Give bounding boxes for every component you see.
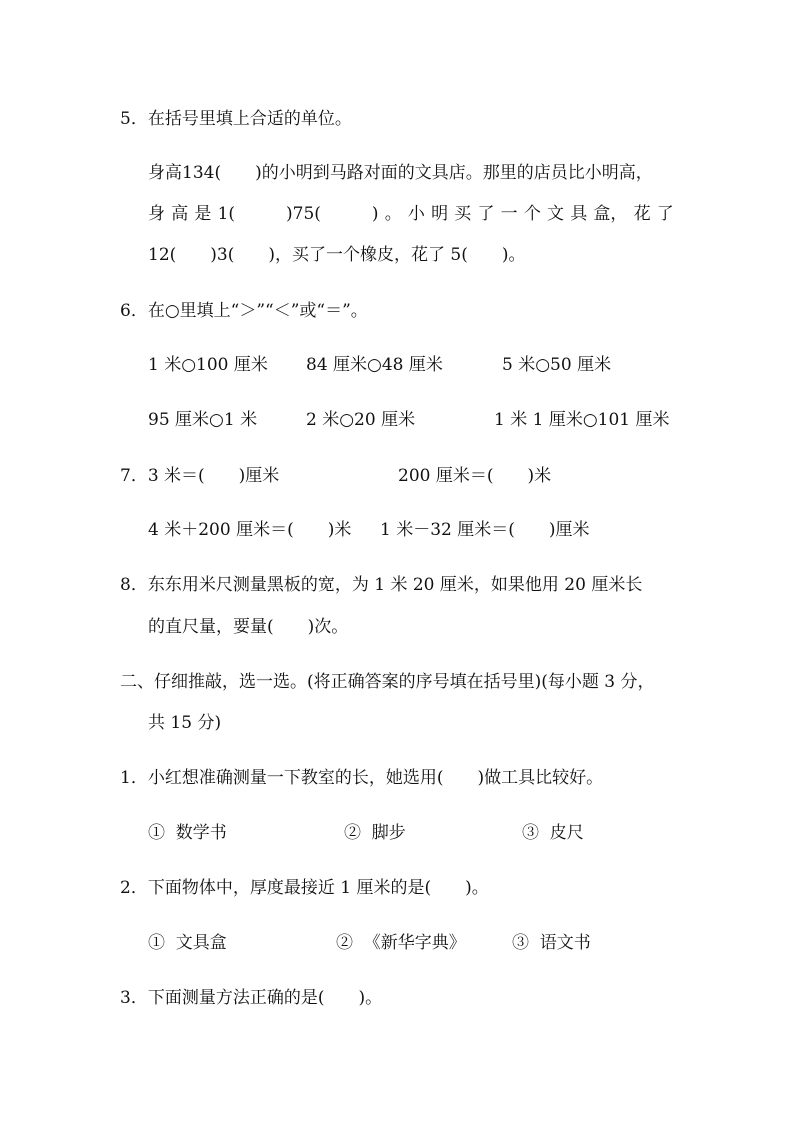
q7-item: 4 米＋200 厘米＝( )米 xyxy=(148,520,352,540)
q8-line-2: 的直尺量，要量( )次。 xyxy=(148,617,349,637)
q5-line-2-part: 身 xyxy=(148,204,165,224)
choice-2-question: 2．下面物体中，厚度最接近 1 厘米的是( )。 xyxy=(120,878,489,898)
q5-line-2-part: 。 xyxy=(384,204,402,224)
q6-item: 2 米○20 厘米 xyxy=(306,410,416,430)
q5-line-2-part: 买 xyxy=(454,204,472,224)
q5-line-3: 12( )3( )，买了一个橡皮，花了 5( )。 xyxy=(148,245,526,265)
q5-line-2 xyxy=(148,202,674,226)
q5-line-2-part: 文 xyxy=(547,204,565,224)
section-2-heading: 二、仔细推敲，选一选。(将正确答案的序号填在括号里)(每小题 3 分， xyxy=(120,672,655,692)
choice-1-question: 1．小红想准确测量一下教室的长，她选用( )做工具比较好。 xyxy=(120,768,604,788)
choice-2-option: ② 《新华字典》 xyxy=(336,933,466,953)
q5-line-2-part: 一 xyxy=(500,204,518,224)
choice-3-question: 3．下面测量方法正确的是( )。 xyxy=(120,988,383,1008)
q6-item: 84 厘米○48 厘米 xyxy=(306,355,443,375)
q5-line-2-part: 了 xyxy=(656,204,674,224)
q5-line-2-part: 是 xyxy=(194,204,212,224)
choice-2-option: ① 文具盒 xyxy=(148,933,227,953)
q5-line-2-part: 花 xyxy=(633,204,651,224)
q7-item: 7．3 米＝( )厘米 xyxy=(120,466,280,486)
q5-line-2-part: 盒， xyxy=(593,204,628,224)
q7-item: 200 厘米＝( )米 xyxy=(398,466,552,486)
q5-line-2-part: 了 xyxy=(477,204,495,224)
choice-1-option: ③ 皮尺 xyxy=(522,823,584,843)
q5-line-1: 身高134( )的小明到马路对面的文具店。那里的店员比小明高， xyxy=(148,163,653,183)
choice-1-option: ② 脚步 xyxy=(344,823,406,843)
section-2-heading-cont: 共 15 分) xyxy=(148,713,222,733)
q6-item: 1 米 1 厘米○101 厘米 xyxy=(494,410,670,430)
q5-line-2-part: 明 xyxy=(431,204,449,224)
q5-line-2-part: 小 xyxy=(407,204,425,224)
q6-item: 5 米○50 厘米 xyxy=(502,355,612,375)
q5-line-2-part: 个 xyxy=(523,204,541,224)
q5-title: 5．在括号里填上合适的单位。 xyxy=(120,109,352,129)
choice-2-option: ③ 语文书 xyxy=(512,933,591,953)
q6-title: 6．在○里填上“＞”“＜”或“＝”。 xyxy=(120,301,368,321)
q5-line-2-part: 1( )75( ) xyxy=(217,204,379,224)
q7-item: 1 米－32 厘米＝( )厘米 xyxy=(380,520,590,540)
q5-line-2-part: 高 xyxy=(171,204,189,224)
choice-1-option: ① 数学书 xyxy=(148,823,227,843)
q5-line-2-part: 具 xyxy=(570,204,588,224)
q6-item: 95 厘米○1 米 xyxy=(148,410,258,430)
q6-item: 1 米○100 厘米 xyxy=(148,355,268,375)
q8-line-1: 8．东东用米尺测量黑板的宽，为 1 米 20 厘米，如果他用 20 厘米长 xyxy=(120,575,643,595)
